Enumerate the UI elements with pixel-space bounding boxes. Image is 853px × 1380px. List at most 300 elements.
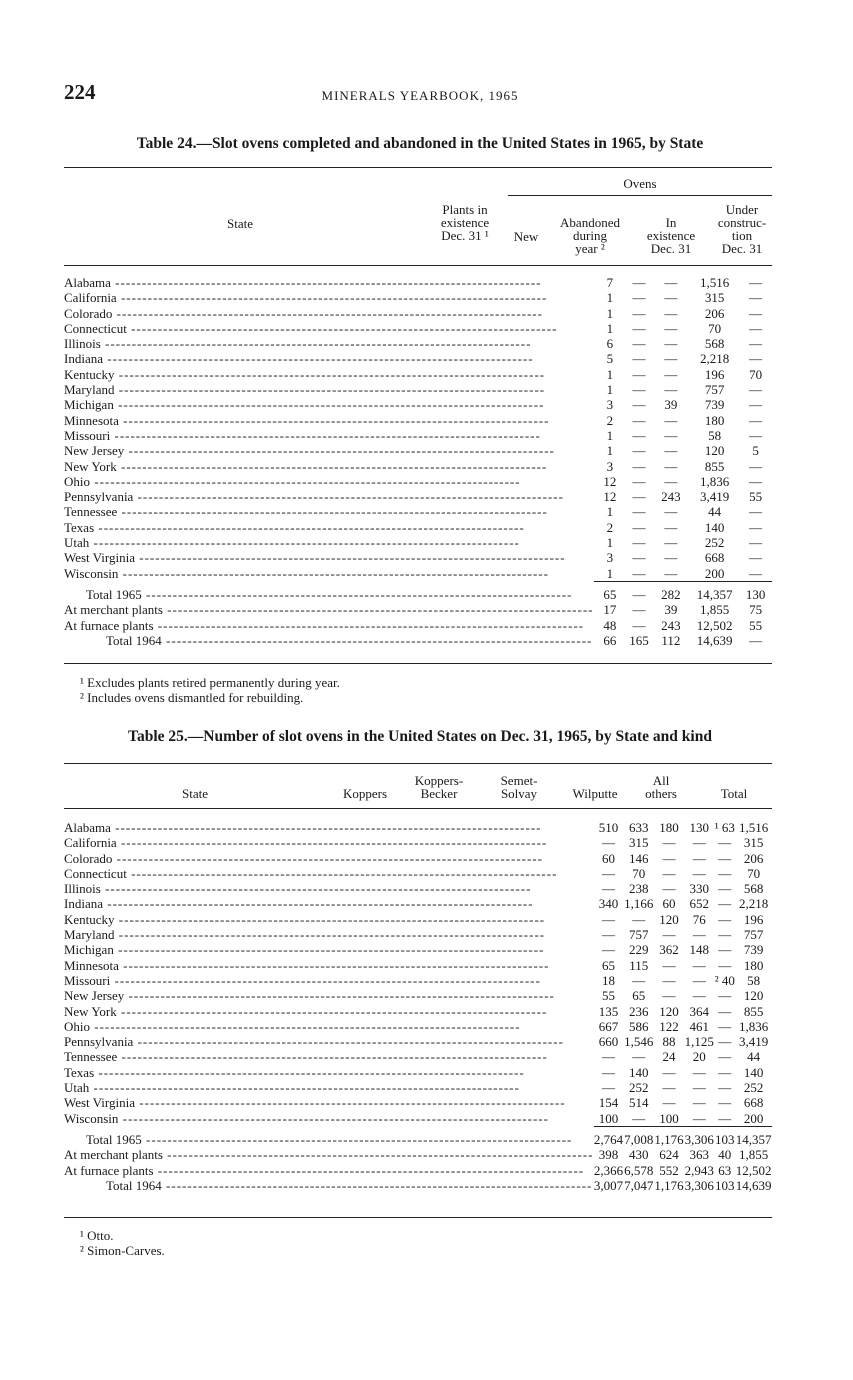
table-cell: 130: [689, 820, 709, 835]
table-row: [64, 1019, 772, 1034]
table-cell: —: [664, 275, 678, 290]
total-label: At furnace plants --------------------------------------------------------------------------------: [64, 1162, 585, 1178]
table-cell: 55: [602, 988, 616, 1004]
t25-head-koppers-becker: Koppers- Becker: [414, 773, 464, 801]
table-cell: —: [632, 473, 646, 489]
table-cell: —: [692, 1110, 706, 1126]
table-cell: —: [718, 1003, 732, 1019]
table-cell: —: [718, 1080, 732, 1096]
table-cell: 552: [659, 1162, 679, 1178]
table-cell: —: [749, 473, 763, 489]
table-cell: —: [718, 1110, 732, 1126]
table-cell: 1,176: [654, 1177, 684, 1193]
table-cell: 3: [606, 397, 614, 413]
table-row: [64, 835, 772, 850]
row-label: New York --------------------------------------------------------------------------------: [64, 1003, 548, 1019]
table-row: [64, 474, 772, 489]
table-cell: —: [718, 1018, 732, 1034]
table-cell: —: [692, 988, 706, 1004]
table-cell: 1,516: [699, 275, 730, 290]
table-cell: 1: [606, 382, 614, 398]
table-cell: 430: [628, 1147, 649, 1163]
table-cell: —: [718, 1049, 732, 1065]
table-cell: —: [632, 550, 646, 566]
table-cell: —: [664, 351, 678, 367]
table-cell: 3: [606, 458, 614, 474]
table-cell: 3: [606, 550, 614, 566]
table-cell: 120: [743, 988, 764, 1004]
table-row: [64, 397, 772, 412]
table-cell: 39: [664, 602, 678, 618]
total-row: [64, 618, 772, 633]
t24-head-under: Under construc- tion Dec. 31: [717, 202, 767, 256]
table-cell: —: [664, 519, 678, 535]
row-label: New York --------------------------------------------------------------------------------: [64, 458, 548, 474]
table-cell: 154: [598, 1095, 619, 1111]
table-row: [64, 1111, 772, 1127]
table-cell: —: [749, 632, 763, 648]
table-cell: —: [749, 412, 763, 428]
table-cell: 739: [743, 942, 764, 958]
table-cell: 70: [749, 366, 763, 382]
table-row: [64, 459, 772, 474]
table-cell: —: [718, 988, 732, 1004]
table-cell: —: [718, 911, 732, 927]
table24-footnotes: [80, 675, 340, 705]
table-cell: 1,125: [684, 1034, 714, 1050]
table-cell: —: [632, 320, 646, 336]
table-cell: —: [692, 972, 706, 988]
table25-footnotes: [80, 1228, 165, 1258]
row-label: Minnesota --------------------------------------------------------------------------------: [64, 957, 550, 973]
table-cell: 100: [659, 1110, 679, 1126]
table-cell: 76: [692, 911, 706, 927]
table-cell: —: [749, 458, 763, 474]
table-cell: —: [664, 382, 678, 398]
row-label: Colorado --------------------------------------------------------------------------------: [64, 850, 543, 866]
table-cell: 17: [603, 602, 617, 618]
table-cell: —: [632, 602, 646, 618]
table-cell: 44: [747, 1049, 761, 1065]
table-cell: 3,007: [593, 1177, 624, 1193]
row-label: Alabama --------------------------------------------------------------------------------: [64, 275, 542, 290]
t24-head-new: New: [513, 229, 539, 244]
table-row: [64, 958, 772, 973]
table-cell: —: [602, 1064, 616, 1080]
total-label: At furnace plants --------------------------------------------------------------------------------: [64, 617, 585, 633]
table-cell: —: [718, 942, 732, 958]
table-cell: 229: [628, 942, 649, 958]
table-cell: —: [749, 336, 763, 352]
table-cell: 14,639: [735, 1177, 772, 1193]
table-cell: —: [602, 1049, 616, 1065]
row-label: Pennsylvania --------------------------------------------------------------------------------: [64, 489, 564, 505]
row-label: Alabama --------------------------------------------------------------------------------: [64, 820, 542, 835]
table-cell: 362: [659, 942, 679, 958]
table-cell: 60: [602, 850, 616, 866]
row-label: Minnesota --------------------------------------------------------------------------------: [64, 412, 550, 428]
table-cell: —: [662, 1064, 676, 1080]
table-row: [64, 367, 772, 382]
table-cell: 252: [704, 535, 725, 551]
table-cell: —: [662, 865, 676, 881]
table-cell: —: [632, 290, 646, 306]
table-cell: —: [718, 850, 732, 866]
row-label: Tennessee --------------------------------------------------------------------------------: [64, 504, 548, 520]
table-cell: 757: [743, 927, 764, 943]
table-cell: —: [662, 850, 676, 866]
table-cell: 2: [606, 519, 614, 535]
table-cell: 238: [628, 881, 649, 897]
table-cell: —: [632, 427, 646, 443]
table-cell: —: [749, 519, 763, 535]
row-label: Michigan --------------------------------------------------------------------------------: [64, 942, 545, 958]
table-cell: 855: [743, 1003, 764, 1019]
table-cell: —: [718, 896, 732, 912]
table-cell: 140: [704, 519, 725, 535]
table-cell: 7,047: [624, 1177, 654, 1193]
table-cell: —: [749, 320, 763, 336]
table25-header-rule: [64, 808, 772, 809]
table-cell: —: [692, 865, 706, 881]
table-cell: 70: [708, 320, 722, 336]
table-cell: 252: [743, 1080, 764, 1096]
table-row: [64, 866, 772, 881]
table-row: [64, 820, 772, 835]
table24-top-rule: [64, 167, 772, 168]
table-cell: —: [692, 850, 706, 866]
table-cell: —: [664, 458, 678, 474]
table-cell: —: [692, 1095, 706, 1111]
table-cell: —: [602, 927, 616, 943]
table-cell: —: [632, 305, 646, 321]
table-cell: 146: [628, 850, 649, 866]
table-cell: —: [602, 1080, 616, 1096]
table-cell: —: [749, 397, 763, 413]
total-row: [64, 602, 772, 617]
table-cell: —: [662, 927, 676, 943]
table-cell: —: [692, 1080, 706, 1096]
table-cell: 165: [629, 632, 649, 648]
row-label: Missouri --------------------------------------------------------------------------------: [64, 972, 541, 988]
table-cell: 1: [606, 535, 614, 551]
table-cell: —: [632, 565, 646, 581]
table-row: [64, 413, 772, 428]
table-cell: —: [664, 305, 678, 321]
table-cell: 7: [606, 275, 614, 290]
table-cell: 1,855: [699, 602, 730, 618]
table-cell: —: [718, 881, 732, 897]
table-cell: 1: [606, 565, 614, 581]
table-row: [64, 351, 772, 366]
table-cell: 39: [664, 397, 678, 413]
table-cell: —: [632, 617, 646, 633]
table-cell: —: [664, 473, 678, 489]
table-row: [64, 896, 772, 911]
table-cell: 14,357: [735, 1126, 772, 1147]
table-cell: 2,218: [699, 351, 730, 367]
table-row: [64, 973, 772, 988]
table-cell: 180: [659, 820, 679, 835]
total-label: Total 1965 --------------------------------------------------------------------------------: [86, 586, 573, 602]
table-cell: —: [664, 565, 678, 581]
table-cell: 668: [743, 1095, 764, 1111]
table-row: [64, 504, 772, 519]
table-cell: 120: [659, 1003, 679, 1019]
table-cell: 5: [752, 443, 759, 459]
t25-head-wilputte: Wilputte: [572, 786, 618, 801]
table-cell: —: [632, 336, 646, 352]
table-cell: —: [664, 412, 678, 428]
table-cell: 364: [689, 1003, 709, 1019]
total-label: Total 1965 --------------------------------------------------------------------------------: [86, 1131, 573, 1147]
table-cell: 2: [606, 412, 614, 428]
table-cell: 14,357: [690, 581, 739, 602]
table-cell: 130: [739, 581, 772, 602]
table-row: [64, 1049, 772, 1064]
table-cell: 55: [749, 617, 763, 633]
t25-head-total: Total: [720, 786, 748, 801]
row-label: California --------------------------------------------------------------------------------: [64, 835, 548, 851]
t25-head-semet-solvay: Semet- Solvay: [500, 773, 538, 801]
total-row: [64, 1147, 772, 1162]
table24-bottom-rule: [64, 663, 772, 664]
table-cell: 180: [704, 412, 725, 428]
table-cell: 206: [743, 850, 764, 866]
table-cell: —: [664, 550, 678, 566]
table-cell: 252: [628, 1080, 649, 1096]
table-cell: 100: [598, 1110, 619, 1126]
table-cell: 3,419: [739, 1034, 769, 1050]
table-cell: —: [602, 835, 616, 851]
table-cell: 58: [708, 427, 722, 443]
table-cell: —: [718, 1064, 732, 1080]
table-cell: 282: [652, 581, 690, 602]
table-cell: 112: [661, 632, 681, 648]
table-cell: 196: [743, 911, 764, 927]
table-cell: —: [602, 881, 616, 897]
table-cell: —: [662, 972, 676, 988]
table-cell: 44: [708, 504, 722, 520]
row-label: Ohio --------------------------------------------------------------------------------: [64, 1018, 521, 1034]
table-cell: 1: [606, 504, 614, 520]
total-row: [64, 1126, 772, 1147]
row-label: Texas --------------------------------------------------------------------------------: [64, 519, 525, 535]
table-cell: 568: [743, 881, 764, 897]
table-cell: —: [662, 957, 676, 973]
table-cell: —: [718, 835, 732, 851]
table-cell: 115: [629, 957, 649, 973]
table-cell: —: [602, 942, 616, 958]
t24-head-ovens: Ovens: [623, 176, 657, 191]
row-label: Indiana --------------------------------------------------------------------------------: [64, 896, 534, 912]
table-cell: 200: [704, 565, 725, 581]
table24-footnote-1: ¹ Excludes plants retired permanently during year.: [80, 675, 340, 690]
table-cell: —: [632, 1049, 646, 1065]
table-cell: 1: [606, 320, 614, 336]
table-cell: 1,855: [739, 1147, 769, 1163]
table-cell: —: [662, 1080, 676, 1096]
table-cell: —: [662, 881, 676, 897]
table-cell: 140: [628, 1064, 649, 1080]
t24-head-state: State: [227, 216, 253, 231]
row-label: Kentucky --------------------------------------------------------------------------------: [64, 911, 546, 927]
table-row: [64, 535, 772, 550]
table-cell: 200: [743, 1110, 764, 1126]
table-row: [64, 275, 772, 290]
table-cell: —: [602, 865, 616, 881]
table-cell: 1,546: [624, 1034, 654, 1050]
table-cell: 206: [704, 305, 725, 321]
table-cell: 14,639: [696, 632, 733, 648]
page-number: 224: [64, 80, 96, 104]
table-cell: 243: [661, 617, 681, 633]
table-cell: 196: [704, 366, 725, 382]
table-row: [64, 1065, 772, 1080]
table-row: [64, 428, 772, 443]
row-label: California --------------------------------------------------------------------------------: [64, 290, 548, 306]
table-cell: 75: [749, 602, 763, 618]
table-cell: 1,516: [739, 820, 769, 835]
table-cell: —: [632, 911, 646, 927]
table-row: [64, 382, 772, 397]
total-row: [64, 1178, 772, 1193]
table-cell: 315: [743, 835, 764, 851]
table-cell: —: [749, 427, 763, 443]
table-row: [64, 520, 772, 535]
t25-head-state: State: [182, 786, 208, 801]
table-cell: —: [632, 489, 646, 505]
table-cell: 2,366: [593, 1162, 624, 1178]
table-cell: 1: [606, 290, 614, 306]
table-cell: 1,166: [624, 896, 654, 912]
table-cell: 140: [743, 1064, 764, 1080]
table-cell: —: [632, 412, 646, 428]
table-row: [64, 566, 772, 582]
table-cell: 243: [661, 489, 681, 505]
table-cell: —: [632, 275, 646, 290]
row-label: Texas --------------------------------------------------------------------------------: [64, 1064, 525, 1080]
table25-body: [64, 820, 772, 1193]
table-cell: 120: [704, 443, 725, 459]
row-label: New Jersey --------------------------------------------------------------------------------: [64, 988, 555, 1004]
table-cell: 122: [659, 1018, 679, 1034]
table-cell: —: [692, 927, 706, 943]
table-cell: —: [626, 581, 651, 602]
table24-footnote-2: ² Includes ovens dismantled for rebuilding.: [80, 690, 304, 705]
table-row: [64, 881, 772, 896]
table-cell: —: [632, 972, 646, 988]
row-label: Colorado --------------------------------------------------------------------------------: [64, 305, 543, 321]
row-label: Connecticut --------------------------------------------------------------------------------: [64, 865, 558, 881]
table-cell: 12: [603, 489, 617, 505]
table-cell: —: [718, 927, 732, 943]
table-cell: 1,836: [739, 1018, 769, 1034]
table-cell: —: [749, 565, 763, 581]
row-label: Utah --------------------------------------------------------------------------------: [64, 1080, 520, 1096]
table-cell: —: [664, 336, 678, 352]
row-label: Wisconsin --------------------------------------------------------------------------------: [64, 565, 549, 581]
table-cell: 20: [692, 1049, 706, 1065]
table-cell: —: [692, 1064, 706, 1080]
table-row: [64, 443, 772, 458]
row-label: Tennessee --------------------------------------------------------------------------------: [64, 1049, 548, 1065]
total-label: At merchant plants --------------------------------------------------------------------------------: [64, 1147, 594, 1163]
t24-ovens-rule: [508, 195, 772, 196]
table-row: [64, 306, 772, 321]
table-cell: 757: [704, 382, 725, 398]
table-cell: 6: [606, 336, 614, 352]
table-cell: 461: [689, 1018, 709, 1034]
table-row: [64, 1080, 772, 1095]
table-cell: —: [664, 320, 678, 336]
table-cell: 18: [602, 972, 616, 988]
table-cell: —: [632, 535, 646, 551]
row-label: Ohio --------------------------------------------------------------------------------: [64, 473, 521, 489]
table-cell: 24: [662, 1049, 676, 1065]
row-label: West Virginia --------------------------------------------------------------------------------: [64, 550, 566, 566]
table-cell: —: [664, 535, 678, 551]
table-cell: —: [664, 427, 678, 443]
total-label: Total 1964 --------------------------------------------------------------------------------: [106, 632, 593, 648]
table-cell: —: [664, 290, 678, 306]
running-head: MINERALS YEARBOOK, 1965: [321, 88, 519, 103]
row-label: Illinois --------------------------------------------------------------------------------: [64, 881, 532, 897]
table-cell: —: [749, 275, 763, 290]
table-cell: 103: [714, 1126, 735, 1147]
table-cell: 739: [704, 397, 725, 413]
table25-footnote-1: ¹ Otto.: [80, 1228, 114, 1243]
table-cell: 398: [598, 1147, 619, 1163]
table-cell: —: [749, 351, 763, 367]
table-row: [64, 1095, 772, 1110]
row-label: Missouri --------------------------------------------------------------------------------: [64, 427, 541, 443]
table-cell: 58: [747, 972, 761, 988]
total-label: At merchant plants --------------------------------------------------------------------------------: [64, 602, 594, 618]
table-cell: 12,502: [735, 1162, 772, 1178]
table-cell: —: [632, 1110, 646, 1126]
table-cell: —: [662, 1095, 676, 1111]
table-cell: —: [664, 443, 678, 459]
table-cell: 120: [659, 911, 679, 927]
table24-header-rule: [64, 265, 772, 266]
table-cell: 180: [743, 957, 764, 973]
table-cell: 340: [598, 896, 619, 912]
table-row: [64, 321, 772, 336]
table-cell: 315: [628, 835, 649, 851]
row-label: Wisconsin --------------------------------------------------------------------------------: [64, 1110, 549, 1126]
table-cell: 1,836: [699, 473, 730, 489]
table-cell: 1: [606, 427, 614, 443]
table-cell: —: [662, 988, 676, 1004]
table-cell: 315: [704, 290, 725, 306]
table-cell: 514: [628, 1095, 649, 1111]
table-cell: —: [632, 351, 646, 367]
total-label: Total 1964 --------------------------------------------------------------------------------: [106, 1177, 593, 1193]
table-cell: —: [718, 957, 732, 973]
table-row: [64, 988, 772, 1003]
table-cell: 1: [606, 443, 614, 459]
row-label: Illinois --------------------------------------------------------------------------------: [64, 336, 532, 352]
table-cell: 3,306: [684, 1126, 714, 1147]
row-label: Connecticut --------------------------------------------------------------------------------: [64, 320, 558, 336]
t25-head-all-others: All others: [645, 773, 677, 801]
table-cell: 63: [718, 1162, 732, 1178]
table-cell: 2,943: [684, 1162, 714, 1178]
table-cell: 60: [662, 896, 676, 912]
total-row: [64, 633, 772, 648]
table-cell: 1: [606, 305, 614, 321]
